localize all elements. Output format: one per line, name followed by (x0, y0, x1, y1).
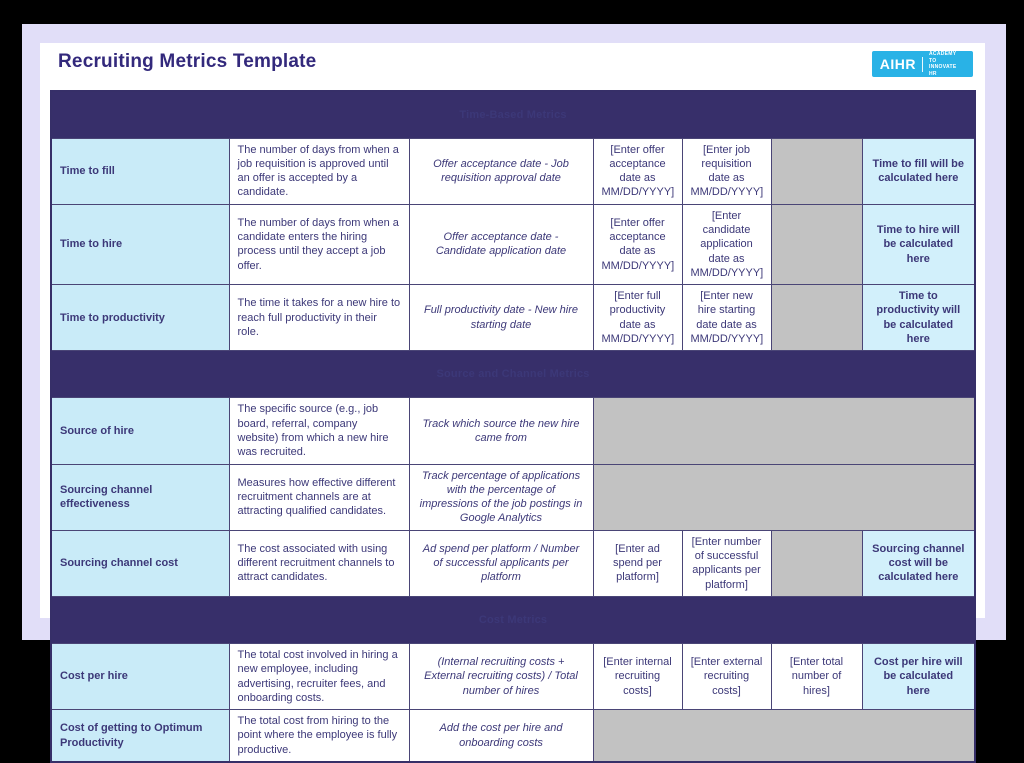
section-header-time-based: Time-Based Metrics (51, 91, 975, 138)
input-cell[interactable]: [Enter offer acceptance date as MM/DD/YYYY] (593, 138, 682, 204)
metric-formula-cell: (Internal recruiting costs + External recruiting costs) / Total number of hires (409, 643, 593, 709)
metric-name-cell: Time to productivity (51, 285, 229, 351)
section-header-cost: Cost Metrics (51, 596, 975, 643)
metric-name-cell: Time to fill (51, 138, 229, 204)
calculated-result-cell: Time to productivity will be calculated here (862, 285, 975, 351)
input-cell[interactable]: [Enter candidate application date as MM/DD/YYYY] (682, 204, 771, 284)
metrics-table (50, 90, 976, 763)
metric-formula-cell: Offer acceptance date - Job requisition approval date (409, 138, 593, 204)
input-cell[interactable]: [Enter internal recruiting costs] (593, 643, 682, 709)
content-sheet (40, 43, 985, 756)
page-title: Recruiting Metrics Template (58, 51, 317, 72)
metric-description-cell: The total cost involved in hiring a new employee, including advertising, recruiter fees, and onboarding costs. (229, 643, 409, 709)
metric-formula-cell: Ad spend per platform / Number of successful applicants per platform (409, 530, 593, 596)
table-row (51, 464, 975, 530)
metric-formula-cell: Full productivity date - New hire starting date (409, 285, 593, 351)
metric-description-cell: The number of days from when a candidate enters the hiring process until they accept a job offer. (229, 204, 409, 284)
empty-merged-cell (593, 710, 975, 762)
page-header (58, 51, 973, 77)
metric-name-cell: Sourcing channel effectiveness (51, 464, 229, 530)
metric-formula-cell: Track percentage of applications with the percentage of impressions of the job postings in Google Analytics (409, 464, 593, 530)
metric-name-cell: Source of hire (51, 398, 229, 464)
aihr-logo (872, 51, 973, 77)
section-header-row (51, 351, 975, 398)
logo-subtext: ACADEMY TO INNOVATE HR (929, 51, 957, 77)
page-background (22, 24, 1006, 756)
metric-name-cell: Cost per hire (51, 643, 229, 709)
empty-merged-cell (593, 464, 975, 530)
logo-divider (922, 57, 923, 72)
section-header-row (51, 91, 975, 138)
metric-description-cell: The cost associated with using different recruitment channels to attract candidates. (229, 530, 409, 596)
input-cell[interactable]: [Enter external recruiting costs] (682, 643, 771, 709)
table-row (51, 710, 975, 762)
empty-cell (771, 530, 862, 596)
table-row (51, 530, 975, 596)
metric-description-cell: The number of days from when a job requisition is approved until an offer is accepted by a candidate. (229, 138, 409, 204)
calculated-result-cell: Sourcing channel cost will be calculated here (862, 530, 975, 596)
metric-name-cell: Time to hire (51, 204, 229, 284)
input-cell[interactable]: [Enter ad spend per platform] (593, 530, 682, 596)
table-row (51, 285, 975, 351)
calculated-result-cell: Cost per hire will be calculated here (862, 643, 975, 709)
table-row (51, 643, 975, 709)
logo-text: AIHR (879, 56, 916, 72)
metric-description-cell: The specific source (e.g., job board, referral, company website) from which a new hire was recruited. (229, 398, 409, 464)
metric-name-cell: Cost of getting to Optimum Productivity (51, 710, 229, 762)
empty-merged-cell (593, 398, 975, 464)
metric-description-cell: The total cost from hiring to the point where the employee is fully productive. (229, 710, 409, 762)
metric-description-cell: Measures how effective different recruitment channels are at attracting qualified candidates. (229, 464, 409, 530)
metric-formula-cell: Offer acceptance date - Candidate application date (409, 204, 593, 284)
table-row (51, 398, 975, 464)
empty-cell (771, 138, 862, 204)
empty-cell (771, 204, 862, 284)
input-cell[interactable]: [Enter new hire starting date date as MM/DD/YYYY] (682, 285, 771, 351)
metric-name-cell: Sourcing channel cost (51, 530, 229, 596)
input-cell[interactable]: [Enter number of successful applicants per platform] (682, 530, 771, 596)
section-header-row (51, 596, 975, 643)
calculated-result-cell: Time to fill will be calculated here (862, 138, 975, 204)
input-cell[interactable]: [Enter job requisition date as MM/DD/YYYY] (682, 138, 771, 204)
calculated-result-cell: Time to hire will be calculated here (862, 204, 975, 284)
metric-formula-cell: Add the cost per hire and onboarding costs (409, 710, 593, 762)
section-header-source-channel: Source and Channel Metrics (51, 351, 975, 398)
metric-description-cell: The time it takes for a new hire to reach full productivity in their role. (229, 285, 409, 351)
input-cell[interactable]: [Enter total number of hires] (771, 643, 862, 709)
input-cell[interactable]: [Enter offer acceptance date as MM/DD/YYYY] (593, 204, 682, 284)
metric-formula-cell: Track which source the new hire came from (409, 398, 593, 464)
empty-cell (771, 285, 862, 351)
table-row (51, 138, 975, 204)
table-row (51, 204, 975, 284)
input-cell[interactable]: [Enter full productivity date as MM/DD/YYYY] (593, 285, 682, 351)
